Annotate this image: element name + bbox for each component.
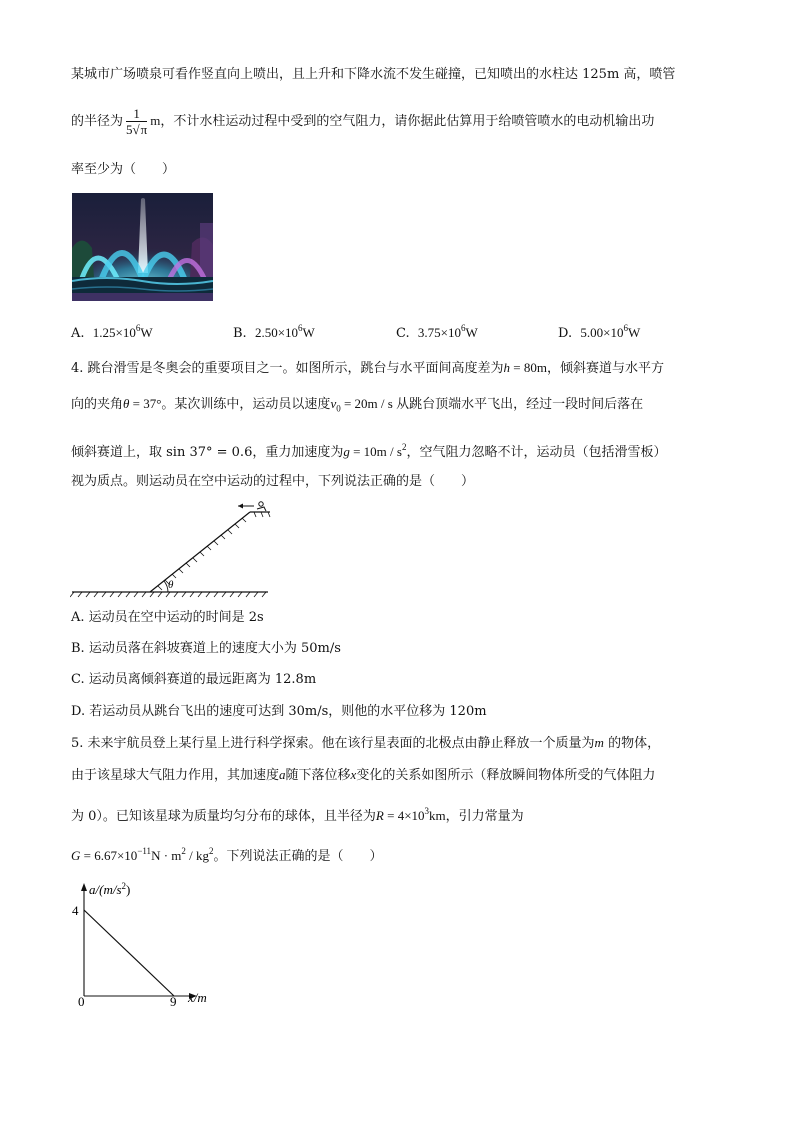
theta-label: θ	[168, 579, 174, 591]
exponent: 2	[181, 846, 186, 856]
fountain-photo	[72, 193, 213, 301]
option-exponent: 6	[460, 323, 466, 333]
ski-jump-diagram	[70, 496, 280, 600]
q4-text: = 20m / s 从跳台顶端水平飞出，经过一段时间后落在	[340, 396, 644, 411]
radius-fraction	[126, 106, 147, 138]
q3-option-b[interactable]	[233, 323, 315, 341]
option-value: 1.25×10	[92, 325, 136, 340]
q5-text: 由于该星球大气阻力作用，其加速度	[71, 768, 280, 783]
q4-text: 向的夹角	[71, 397, 124, 412]
option-value: 5.00×10	[580, 325, 624, 340]
exponent: −11	[137, 846, 152, 856]
fraction-denominator: 5√π	[126, 121, 148, 137]
acceleration-graph	[62, 878, 232, 1010]
option-exponent: 6	[623, 323, 628, 333]
option-exponent: 6	[298, 323, 303, 333]
option-label: C.	[396, 326, 410, 341]
q4-option-b[interactable]: B. 运动员落在斜坡赛道上的速度大小为 50m/s	[71, 641, 341, 656]
var-x: x	[350, 767, 357, 782]
q4-text: = 37°。某次训练中，运动员以速度	[129, 396, 331, 411]
q3-line-3: 率至少为（ ）	[71, 162, 176, 177]
var-r: R	[375, 808, 384, 823]
x-tick-label: 9	[170, 994, 177, 1009]
q5-text: 。下列说法正确的是（ ）	[213, 849, 383, 864]
q3-option-c[interactable]	[396, 323, 478, 341]
q3-line-2-post: ，不计水柱运动过程中受到的空气阻力，请你据此估算用于给喷管喷水的电动机输出功	[160, 114, 655, 129]
q5-text: km，引力常量为	[429, 808, 524, 823]
option-value: 2.50×10	[254, 325, 299, 340]
unit-m: m	[150, 113, 161, 128]
q3-option-a[interactable]	[71, 323, 153, 341]
q4-line-1	[71, 359, 664, 378]
var-h: h	[503, 360, 511, 375]
q4-option-d[interactable]: D. 若运动员从跳台飞出的速度可达到 30m/s，则他的水平位移为 120m	[71, 704, 487, 719]
q4-text: 4. 跳台滑雪是冬奥会的重要项目之一。如图所示，跳台与水平面间高度差为	[71, 361, 504, 376]
exponent: 2	[401, 442, 407, 452]
x-axis-label: x/m	[188, 990, 207, 1005]
platform-hatching	[254, 512, 270, 517]
q5-line-3	[71, 802, 524, 826]
option-unit: W	[140, 325, 153, 340]
var-g: g	[343, 444, 350, 459]
q5-text: = 4×10	[383, 808, 425, 823]
q4-text: 倾斜赛道上，取 sin 37° = 0.6，重力加速度为	[71, 445, 344, 460]
var-theta: θ	[123, 396, 130, 411]
q3-line-1: 某城市广场喷泉可看作竖直向上喷出，且上升和下降水流不发生碰撞，已知喷出的水柱达 125m 高，喷管	[71, 67, 676, 82]
y-axis-label: $a/(m/s^2)$	[89, 881, 131, 897]
option-label: B.	[233, 326, 247, 341]
option-label: A.	[71, 326, 85, 341]
option-unit: W	[465, 325, 478, 340]
q5-line-2	[71, 766, 655, 785]
q5-line-1	[71, 734, 660, 753]
var-a: a	[279, 767, 286, 782]
arrowhead-icon	[238, 504, 243, 509]
exponent: 2	[209, 846, 214, 856]
var-v-subscript: 0	[336, 403, 341, 414]
skier-body-icon	[257, 507, 266, 511]
q5-text: 5. 未来宇航员登上某行星上进行科学探索。他在该行星表面的北极点由静止释放一个质量为	[71, 736, 595, 751]
fraction-numerator: 1	[126, 106, 147, 122]
var-g-constant: G	[71, 848, 81, 863]
q5-text: = 6.67×10	[80, 848, 138, 863]
fountain-illustration	[72, 193, 213, 301]
option-unit: W	[302, 325, 315, 340]
option-value: 3.75×10	[417, 325, 461, 340]
denominator-pi: π	[140, 121, 148, 137]
q5-text: 变化的关系如图所示（释放瞬间物体所受的气体阻力	[356, 768, 656, 783]
q4-option-c[interactable]: C. 运动员离倾斜赛道的最远距离为 12.8m	[71, 672, 317, 687]
q4-line-4: 视为质点。则运动员在空中运动的过程中，下列说法正确的是（ ）	[71, 474, 475, 489]
q5-text: 的物体，	[603, 736, 661, 751]
q5-text: 随下落位移	[285, 768, 351, 783]
q4-text: = 10m / s	[349, 444, 402, 459]
option-label: D.	[558, 326, 573, 341]
var-m: m	[594, 735, 604, 750]
option-unit: W	[627, 325, 641, 340]
q4-text: = 80m，倾斜赛道与水平方	[510, 360, 664, 375]
y-tick-label: 4	[72, 903, 79, 918]
q3-line-2-pre: 的半径为	[71, 114, 124, 129]
q5-text: N · m	[151, 848, 182, 863]
q4-option-a[interactable]: A. 运动员在空中运动的时间是 2s	[71, 610, 264, 625]
q5-text: / kg	[185, 848, 210, 863]
var-v: v	[330, 396, 337, 411]
exponent: 3	[424, 806, 430, 816]
data-series-line	[84, 910, 174, 996]
ground-hatching	[70, 592, 266, 597]
q4-line-2	[71, 395, 643, 418]
q3-line-2	[71, 104, 654, 139]
y-axis-arrow-icon	[81, 883, 87, 891]
denominator-five: 5	[126, 121, 133, 137]
q4-text: ，空气阻力忽略不计，运动员（包括滑雪板）	[406, 445, 667, 460]
option-exponent: 6	[135, 323, 141, 333]
q5-text: 为 0）。已知该星球为质量均匀分布的球体，且半径为	[71, 809, 376, 824]
skier-head-icon	[259, 502, 263, 506]
q5-line-4	[71, 842, 383, 866]
q3-option-d[interactable]	[558, 323, 640, 341]
origin-label: 0	[78, 994, 85, 1009]
q4-line-3	[71, 438, 666, 462]
